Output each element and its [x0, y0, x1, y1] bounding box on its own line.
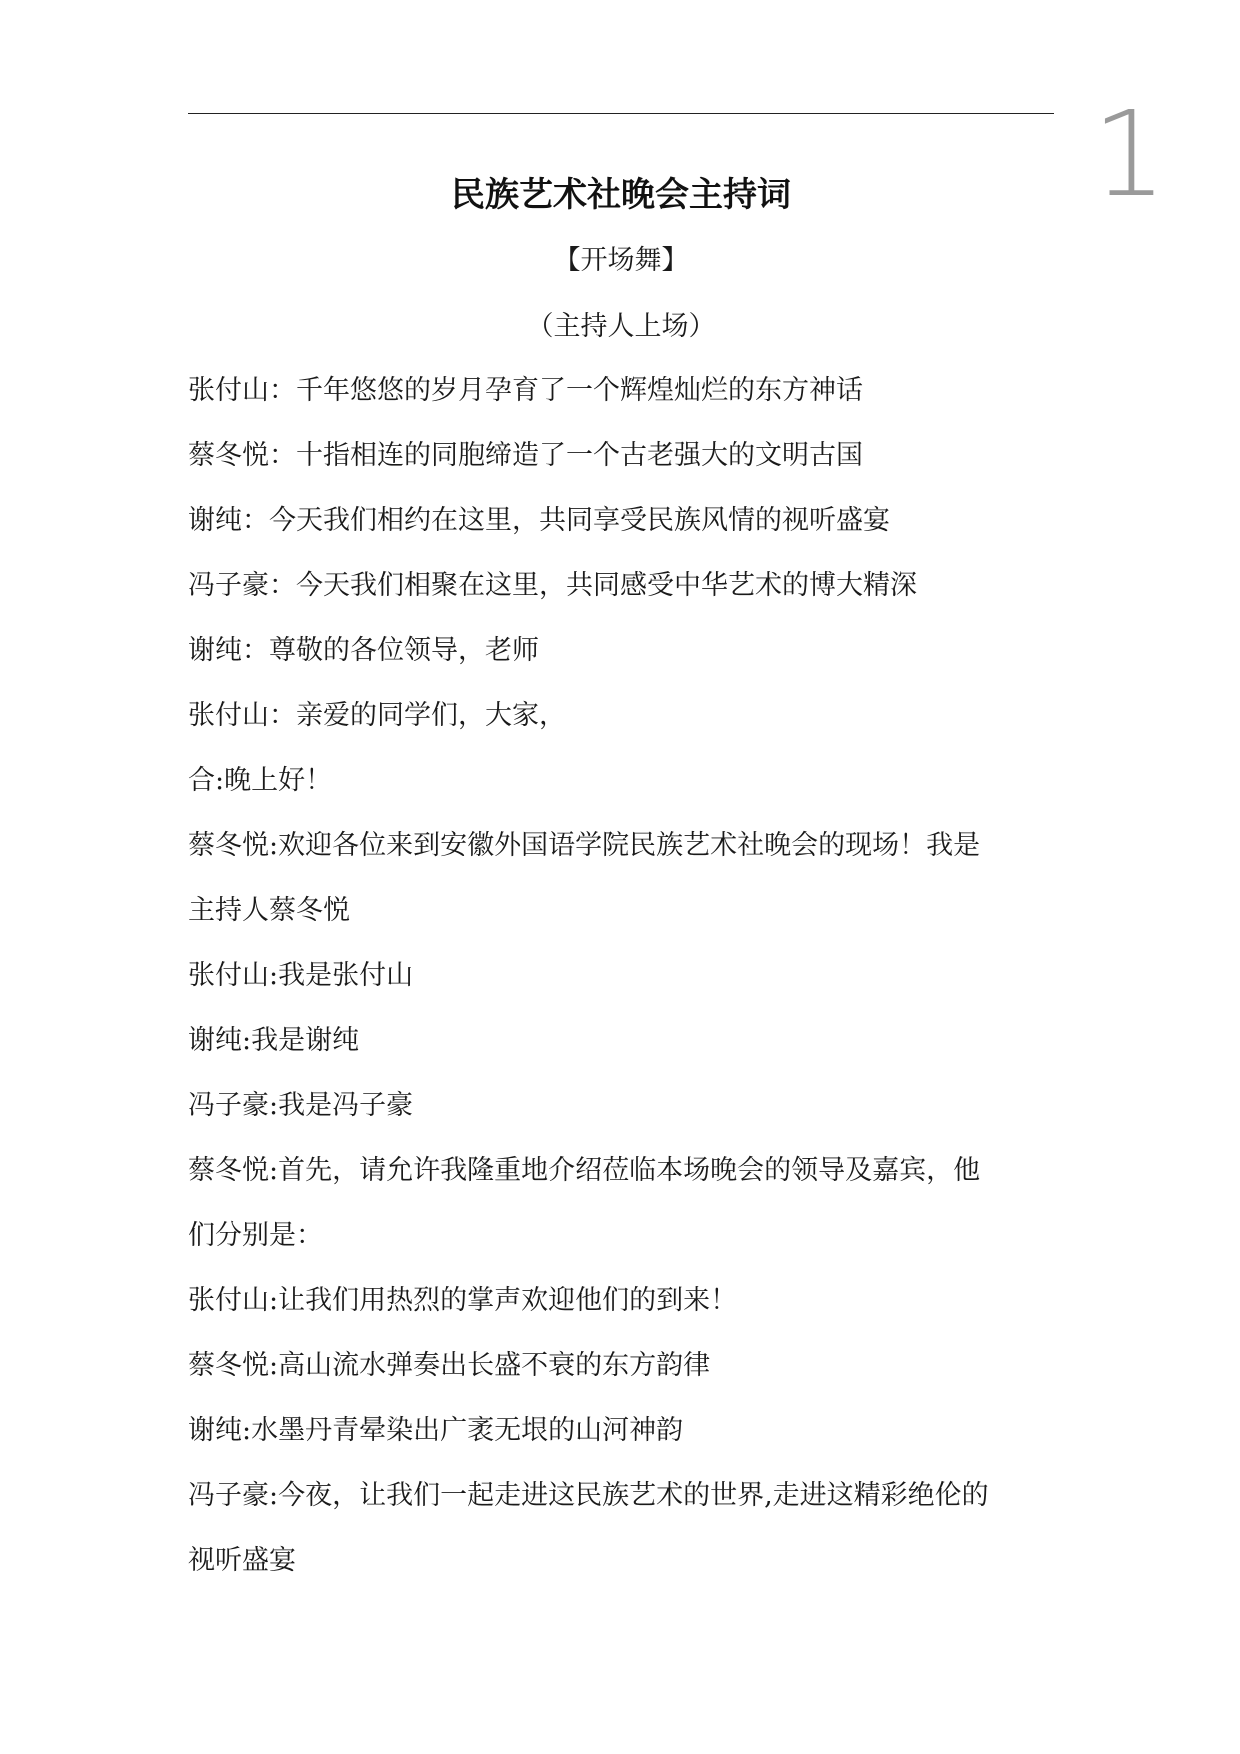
script-line: 张付山：亲爱的同学们，大家，	[188, 700, 566, 731]
script-line: 冯子豪:今夜，让我们一起走进这民族艺术的世界,走进这精彩绝伦的	[188, 1480, 989, 1511]
script-line: 张付山：千年悠悠的岁月孕育了一个辉煌灿烂的东方神话	[188, 375, 863, 406]
script-line: 蔡冬悦：十指相连的同胞缔造了一个古老强大的文明古国	[188, 440, 863, 471]
stage-direction: （主持人上场）	[526, 311, 716, 342]
script-line: 蔡冬悦:首先，请允许我隆重地介绍莅临本场晚会的领导及嘉宾，他	[188, 1155, 981, 1186]
script-line: 合:晚上好！	[188, 765, 333, 796]
script-lines	[188, 374, 1054, 1609]
script-line: 谢纯:水墨丹青晕染出广袤无垠的山河神韵	[188, 1415, 684, 1446]
script-line: 蔡冬悦:高山流水弹奏出长盛不衰的东方韵律	[188, 1350, 711, 1381]
script-line: 冯子豪：今天我们相聚在这里，共同感受中华艺术的博大精深	[188, 570, 917, 601]
script-line: 张付山:我是张付山	[188, 960, 414, 991]
section-heading: 【开场舞】	[553, 245, 689, 276]
script-line: 蔡冬悦:欢迎各位来到安徽外国语学院民族艺术社晚会的现场！我是	[188, 830, 981, 861]
script-line: 谢纯：尊敬的各位领导，老师	[188, 635, 539, 666]
script-line: 视听盛宴	[188, 1545, 296, 1576]
header-rule	[188, 113, 1054, 114]
script-line: 谢纯:我是谢纯	[188, 1025, 360, 1056]
document-title: 民族艺术社晚会主持词	[451, 175, 791, 215]
script-line: 们分别是：	[188, 1220, 323, 1251]
script-line: 张付山:让我们用热烈的掌声欢迎他们的到来！	[188, 1285, 738, 1316]
script-line: 主持人蔡冬悦	[188, 895, 350, 926]
script-line: 冯子豪:我是冯子豪	[188, 1090, 414, 1121]
page-number: 1	[1092, 85, 1168, 223]
script-line: 谢纯：今天我们相约在这里，共同享受民族风情的视听盛宴	[188, 505, 890, 536]
